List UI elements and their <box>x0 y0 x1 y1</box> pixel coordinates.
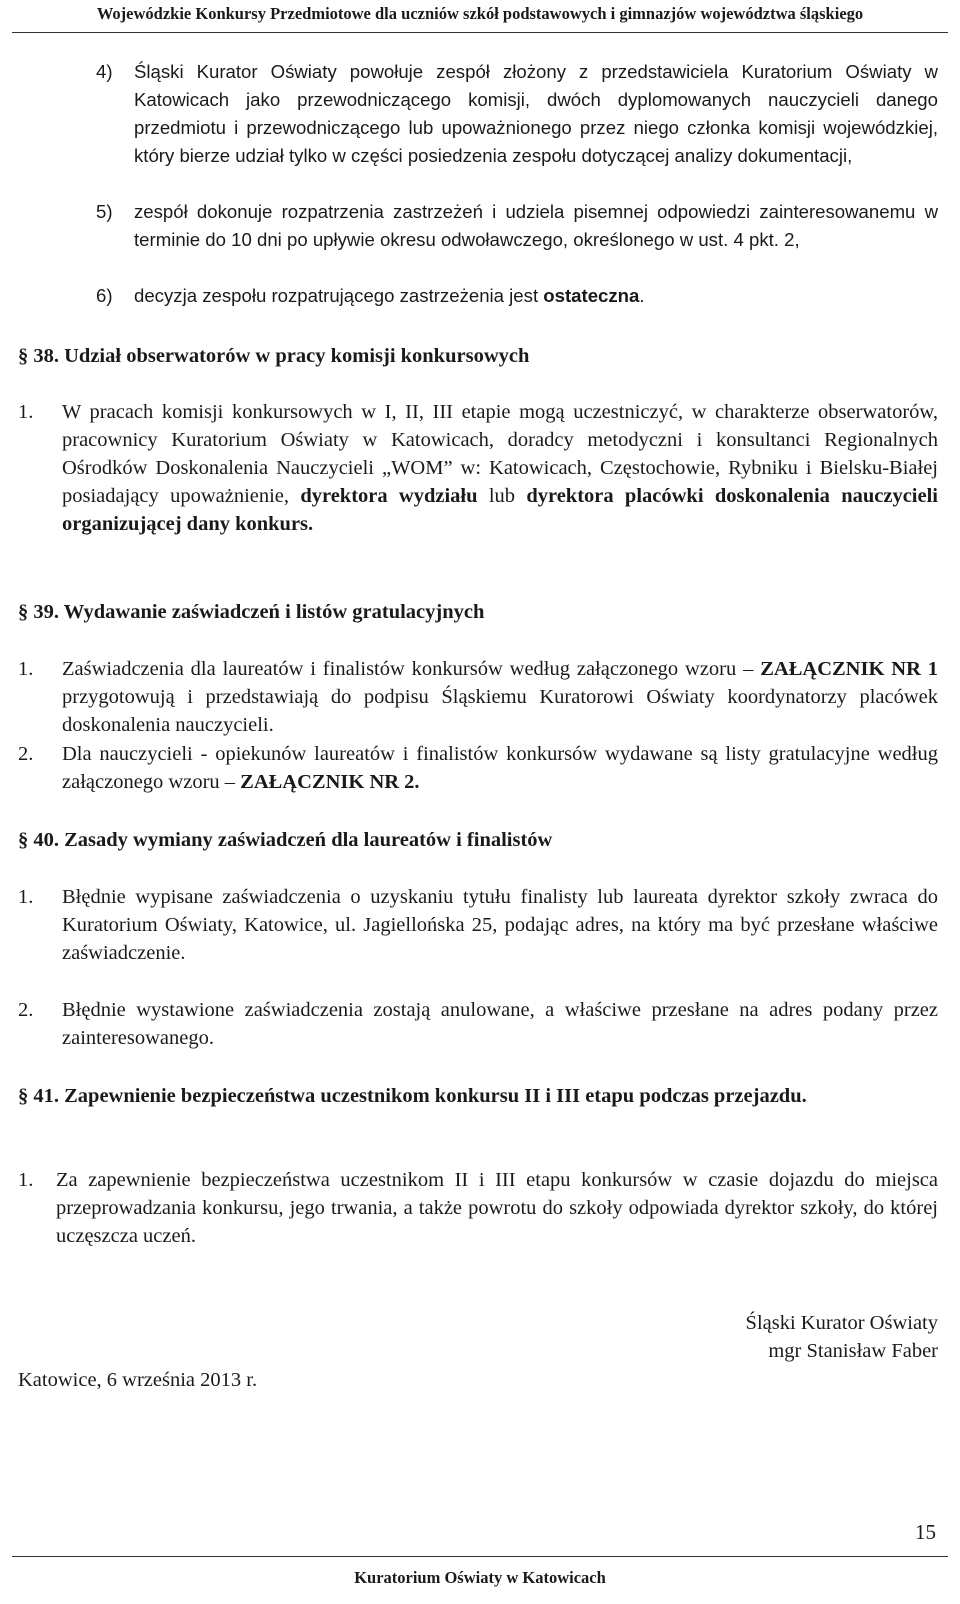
paragraph-text: lub <box>477 485 527 507</box>
section-41-paragraph <box>18 1166 938 1250</box>
bold-term: ostateczna <box>543 285 640 306</box>
list-item-5 <box>96 198 938 254</box>
paragraph-text: Za zapewnienie bezpieczeństwa uczestnikom II i III etapu konkursów w czasie dojazdu do miejsca przeprowadzania konkursu, jego trwania, a także powrotu do szkoły odpowiada dyrektor szkoły, do której uczęszcza uczeń. <box>56 1169 938 1247</box>
bold-term: dyrektora placówki doskonalenia nauczycieli organizującej dany konkurs. <box>62 485 938 535</box>
paragraph-text: Zaświadczenia dla laureatów i finalistów konkursów według załączonego wzoru – <box>62 658 761 680</box>
list-item-4 <box>96 58 938 170</box>
paragraph-number: 1. <box>18 886 34 908</box>
paragraph-number: 1. <box>18 658 34 680</box>
section-40-item-1 <box>18 883 938 967</box>
paragraph-text: W pracach komisji konkursowych w I, II, III etapie mogą uczestniczyć, w charakterze obserwatorów, pracownicy Kuratorium Oświaty w Katowicach, doradcy metodyczni i konsultanci Regionalnych Ośrodków Doskonalenia Nauczycieli „WOM” w: Katowicach, Częstochowie, Rybniku i Bielsku-Białej posiadający upoważnienie, <box>62 401 938 507</box>
signature-title: Śląski Kurator Oświaty <box>745 1312 938 1334</box>
section-40-item-2 <box>18 996 938 1052</box>
footer-rule <box>12 1556 948 1557</box>
punctuation: . <box>639 285 645 306</box>
attachment-ref: ZAŁĄCZNIK NR 1 <box>760 658 938 680</box>
section-39-item-1 <box>18 655 938 739</box>
paragraph-text: Błędnie wypisane zaświadczenia o uzyskaniu tytułu finalisty lub laureata dyrektor szkoły zwraca do Kuratorium Oświaty, Katowice, ul. Jagiellońska 25, podając adres, na który ma być przesłane właściwe zaświadczenie. <box>62 886 938 964</box>
place-date: Katowice, 6 września 2013 r. <box>18 1369 258 1391</box>
paragraph-text: Dla nauczycieli - opiekunów laureatów i finalistów konkursów wydawane są listy gratulacyjne według załączonego wzoru – <box>62 743 938 793</box>
page-number: 15 <box>915 1520 936 1544</box>
paragraph-text: przygotowują i przedstawiają do podpisu Śląskiemu Kuratorowi Oświaty koordynatorzy placówek doskonalenia nauczycieli. <box>62 686 938 736</box>
list-item-number: 4) <box>96 61 113 82</box>
paragraph-number: 2. <box>18 743 34 765</box>
section-heading-39: § 39. Wydawanie zaświadczeń i listów gratulacyjnych <box>18 601 485 623</box>
list-item-number: 5) <box>96 201 113 222</box>
section-38-paragraph <box>18 398 938 538</box>
section-heading-41: § 41. Zapewnienie bezpieczeństwa uczestnikom konkursu II i III etapu podczas przejazdu. <box>18 1085 807 1107</box>
attachment-ref: ZAŁĄCZNIK NR 2. <box>240 771 420 793</box>
paragraph-number: 1. <box>18 401 34 423</box>
paragraph-number: 2. <box>18 999 34 1021</box>
list-item-text: decyzja zespołu rozpatrującego zastrzeżenia jest <box>134 285 544 306</box>
paragraph-text: Błędnie wystawione zaświadczenia zostają anulowane, a właściwe przesłane na adres podany przez zainteresowanego. <box>62 999 938 1049</box>
bold-term: dyrektora wydziału <box>300 485 478 507</box>
page-header: Wojewódzkie Konkursy Przedmiotowe dla uczniów szkół podstawowych i gimnazjów województwa śląskiego <box>96 4 864 23</box>
list-item-text: zespół dokonuje rozpatrzenia zastrzeżeń i udziela pisemnej odpowiedzi zainteresowanemu w terminie do 10 dni po upływie okresu odwoławczego, określonego w ust. 4 pkt. 2, <box>134 201 938 250</box>
section-39-item-2 <box>18 740 938 796</box>
list-item-number: 6) <box>96 285 113 306</box>
signature-name: mgr Stanisław Faber <box>768 1340 938 1362</box>
header-rule <box>12 32 948 33</box>
page-footer: Kuratorium Oświaty w Katowicach <box>354 1568 606 1587</box>
list-item-text: Śląski Kurator Oświaty powołuje zespół złożony z przedstawiciela Kuratorium Oświaty w Katowicach jako przewodniczącego komisji, dwóch dyplomowanych nauczycieli danego przedmiotu i przewodniczącego lub upoważnionego przez niego członka komisji wojewódzkiej, który bierze udział tylko w części posiedzenia zespołu dotyczącej analizy dokumentacji, <box>134 61 938 166</box>
section-heading-40: § 40. Zasady wymiany zaświadczeń dla laureatów i finalistów <box>18 829 553 851</box>
section-heading-38: § 38. Udział obserwatorów w pracy komisji konkursowych <box>18 345 530 367</box>
paragraph-number: 1. <box>18 1169 34 1191</box>
list-item-6 <box>96 282 938 310</box>
